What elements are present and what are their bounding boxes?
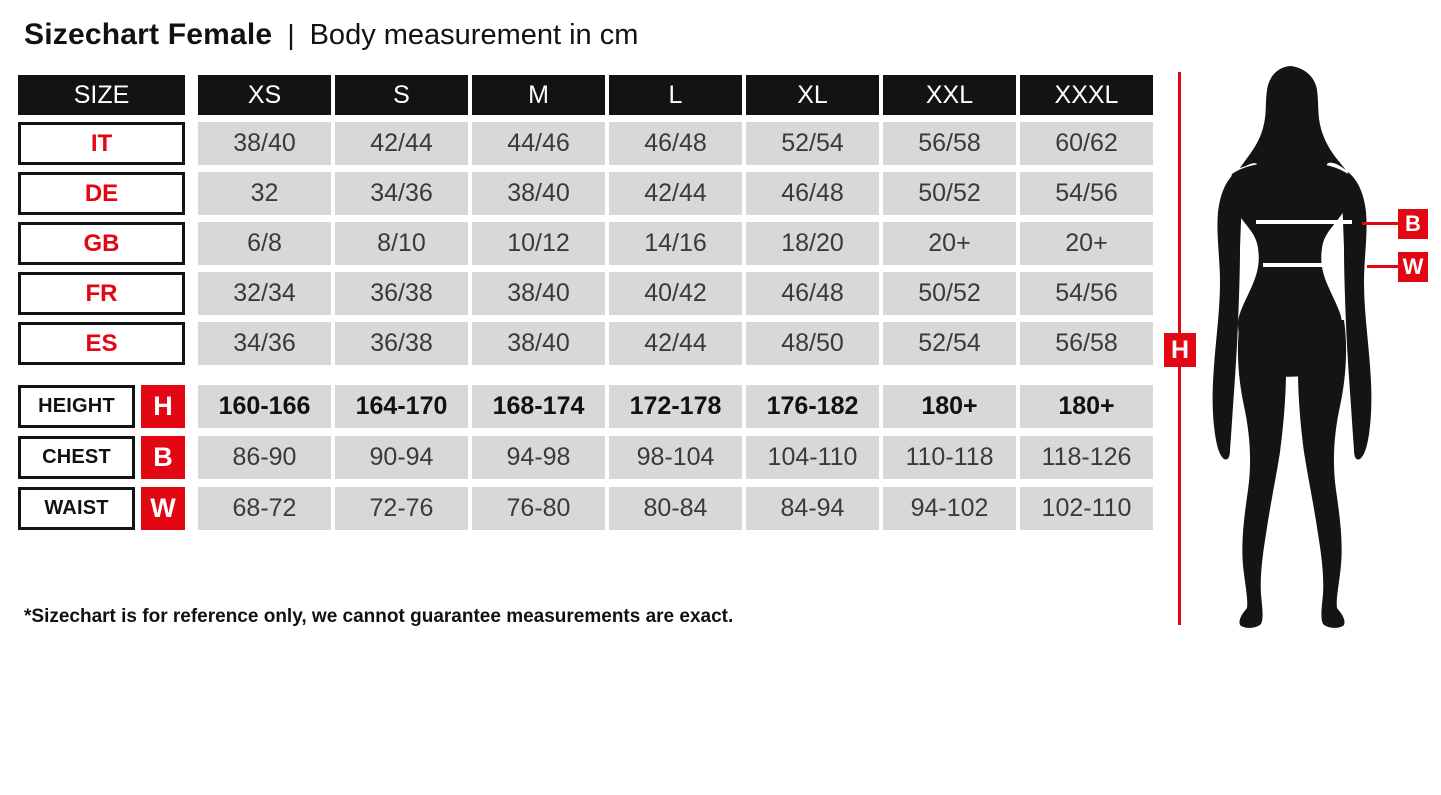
measure-label-height: HEIGHT	[18, 385, 135, 428]
size-value-cell: 42/44	[335, 122, 468, 165]
waist-guide-line	[1367, 265, 1399, 268]
measurement-value-cell: 168-174	[472, 385, 605, 428]
measurement-value-cell: 86-90	[198, 436, 331, 479]
measurement-table	[18, 385, 1153, 530]
size-value-cell: 54/56	[1020, 272, 1153, 315]
measure-label-wrap-waist	[18, 487, 194, 530]
size-value-cell: 32	[198, 172, 331, 215]
measure-label-wrap-height	[18, 385, 194, 428]
size-value-cell: 38/40	[472, 272, 605, 315]
measurement-value-cell: 110-118	[883, 436, 1016, 479]
measure-letter-badge-h: H	[141, 385, 185, 428]
size-value-cell: 44/46	[472, 122, 605, 165]
row-label-de: DE	[18, 172, 185, 215]
size-value-cell: 56/58	[1020, 322, 1153, 365]
column-header-l: L	[609, 75, 742, 115]
measurement-value-cell: 94-98	[472, 436, 605, 479]
waist-line	[1263, 263, 1327, 267]
measurement-value-cell: 180+	[883, 385, 1016, 428]
row-label-wrap-gb	[18, 222, 194, 265]
chest-guide-line	[1362, 222, 1399, 225]
row-label-wrap-fr	[18, 272, 194, 315]
measure-label-group-waist	[18, 487, 185, 530]
size-value-cell: 54/56	[1020, 172, 1153, 215]
column-header-xxxl: XXXL	[1020, 75, 1153, 115]
row-label-wrap-it	[18, 122, 194, 165]
measure-label-chest: CHEST	[18, 436, 135, 479]
row-label-es: ES	[18, 322, 185, 365]
size-value-cell: 46/48	[746, 272, 879, 315]
measure-label-waist: WAIST	[18, 487, 135, 530]
column-header-m: M	[472, 75, 605, 115]
size-table	[18, 75, 1153, 365]
size-value-cell: 60/62	[1020, 122, 1153, 165]
measure-letter-badge-b: B	[141, 436, 185, 479]
size-value-cell: 6/8	[198, 222, 331, 265]
size-value-cell: 36/38	[335, 322, 468, 365]
measurement-value-cell: 164-170	[335, 385, 468, 428]
size-value-cell: 42/44	[609, 322, 742, 365]
size-value-cell: 52/54	[746, 122, 879, 165]
size-value-cell: 20+	[883, 222, 1016, 265]
measure-label-wrap-chest	[18, 436, 194, 479]
measurement-value-cell: 72-76	[335, 487, 468, 530]
size-header-cell: SIZE	[18, 75, 185, 115]
size-value-cell: 46/48	[746, 172, 879, 215]
size-value-cell: 34/36	[198, 322, 331, 365]
size-value-cell: 50/52	[883, 272, 1016, 315]
measurement-value-cell: 172-178	[609, 385, 742, 428]
column-header-xl: XL	[746, 75, 879, 115]
size-value-cell: 40/42	[609, 272, 742, 315]
size-value-cell: 36/38	[335, 272, 468, 315]
size-value-cell: 14/16	[609, 222, 742, 265]
female-silhouette-icon	[1200, 62, 1380, 632]
page-title	[24, 18, 638, 52]
size-header-wrap	[18, 75, 194, 115]
measurement-value-cell: 76-80	[472, 487, 605, 530]
row-label-fr: FR	[18, 272, 185, 315]
column-header-xs: XS	[198, 75, 331, 115]
size-value-cell: 42/44	[609, 172, 742, 215]
female-silhouette-图	[1200, 62, 1380, 632]
measurement-value-cell: 180+	[1020, 385, 1153, 428]
measurement-value-cell: 98-104	[609, 436, 742, 479]
size-value-cell: 46/48	[609, 122, 742, 165]
size-value-cell: 18/20	[746, 222, 879, 265]
chest-letter-badge: B	[1398, 209, 1428, 239]
disclaimer-text: *Sizechart is for reference only, we cannot guarantee measurements are exact.	[24, 606, 734, 627]
size-value-cell: 56/58	[883, 122, 1016, 165]
row-label-it: IT	[18, 122, 185, 165]
size-value-cell: 10/12	[472, 222, 605, 265]
size-value-cell: 34/36	[335, 172, 468, 215]
measurement-value-cell: 160-166	[198, 385, 331, 428]
measurement-value-cell: 104-110	[746, 436, 879, 479]
title-separator: |	[287, 19, 295, 50]
column-header-s: S	[335, 75, 468, 115]
column-header-xxl: XXL	[883, 75, 1016, 115]
measure-label-group-chest	[18, 436, 185, 479]
size-value-cell: 38/40	[472, 172, 605, 215]
size-value-cell: 48/50	[746, 322, 879, 365]
size-value-cell: 38/40	[472, 322, 605, 365]
measurement-value-cell: 80-84	[609, 487, 742, 530]
measure-letter-badge-w: W	[141, 487, 185, 530]
height-letter-badge: H	[1164, 333, 1196, 367]
row-label-wrap-de	[18, 172, 194, 215]
title-subtitle: Body measurement in cm	[309, 19, 639, 51]
size-value-cell: 20+	[1020, 222, 1153, 265]
size-value-cell: 38/40	[198, 122, 331, 165]
title-main: Sizechart Female	[24, 18, 273, 51]
measurement-value-cell: 68-72	[198, 487, 331, 530]
size-value-cell: 52/54	[883, 322, 1016, 365]
size-value-cell: 32/34	[198, 272, 331, 315]
measurement-value-cell: 94-102	[883, 487, 1016, 530]
chest-line	[1256, 220, 1352, 224]
size-value-cell: 50/52	[883, 172, 1016, 215]
measurement-value-cell: 84-94	[746, 487, 879, 530]
measurement-value-cell: 176-182	[746, 385, 879, 428]
measurement-value-cell: 102-110	[1020, 487, 1153, 530]
waist-letter-badge: W	[1398, 252, 1428, 282]
measurement-value-cell: 118-126	[1020, 436, 1153, 479]
size-value-cell: 8/10	[335, 222, 468, 265]
row-label-gb: GB	[18, 222, 185, 265]
measure-label-group-height	[18, 385, 185, 428]
measurement-value-cell: 90-94	[335, 436, 468, 479]
row-label-wrap-es	[18, 322, 194, 365]
